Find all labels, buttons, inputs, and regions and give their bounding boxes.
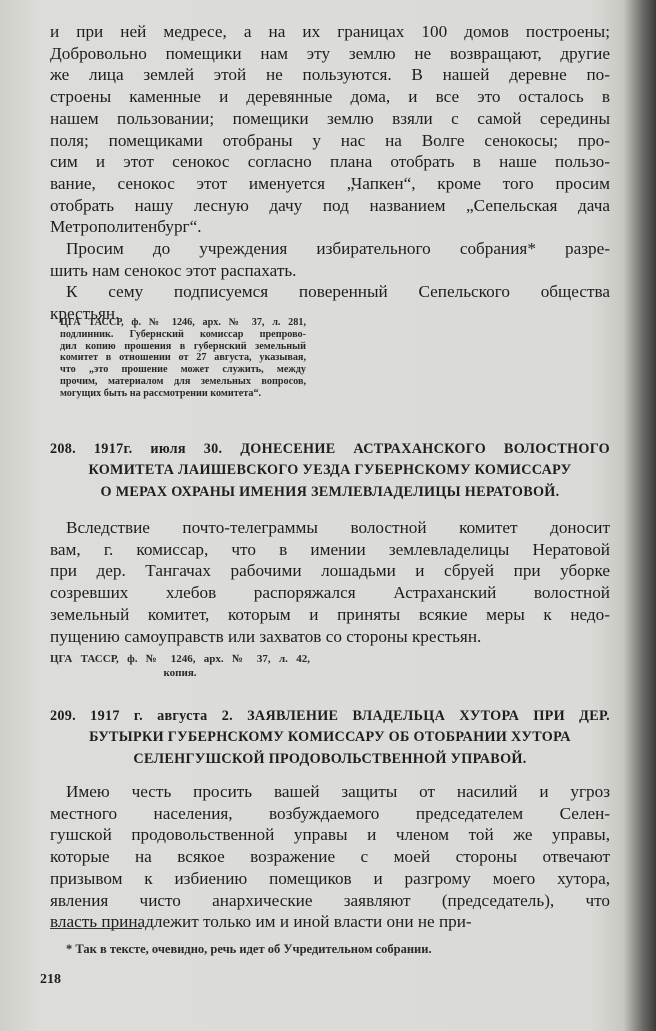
text-line: вание, сенокос этот именуется „Чапкен“, кроме того просим [50,173,610,193]
text-line: сим и этот сенокос согласно плана отобрать в наше пользо- [50,152,610,172]
text-line: Вследствие почто-телеграммы волостной комитет доносит [66,518,610,537]
text-line: которые на всякое возражение с моей стороны отвечают [50,847,610,867]
text-line: комитет в отношении от 27 августа, указывая, [60,352,306,364]
text-line: Метрополитенбург“. [50,217,202,237]
archive-note-1 [60,317,306,400]
text-line: что „это прошение может служить, между [60,364,306,376]
text-line: БУТЫРКИ ГУБЕРНСКОМУ КОМИССАРУ ОБ ОТОБРАНИИ ХУТОРА [89,729,571,746]
text-line: и при ней медресе, а на их границах 100 домов построены; [50,22,610,41]
text-line: призывом к избиению помещиков и разгрому моего хутора, [50,868,610,888]
text-line: СЕЛЕНГУШСКОЙ ПРОДОВОЛЬСТВЕННОЙ УПРАВОЙ. [133,750,527,767]
footnote: * Так в тексте, очевидно, речь идет об Учредительном собрании. [66,942,432,956]
text-line: К сему подписуемся поверенный Сепельского общества [66,282,610,301]
text-line: О МЕРАХ ОХРАНЫ ИМЕНИЯ ЗЕМЛЕВЛАДЕЛИЦЫ НЕРАТОВОЙ. [100,483,560,500]
text-line: строены каменные и деревянные дома, и все это осталось в [50,87,610,107]
text-line: поля; помещиками отобраны у нас на Волге сенокосы; про- [50,130,610,150]
text-line: ЦГА ТАССР, ф. № 1246, арх. № 37, л. 281, [60,317,306,328]
text-line: местного населения, возбуждаемого председателем Селен- [50,803,610,823]
para-2 [50,238,610,281]
text-line: крестьян. [50,303,120,323]
text-line: подлинник. Губернский комиссар препрово- [60,328,306,340]
text-line: земельный комитет, которым и приняты всякие меры к недо- [50,604,610,624]
text-line: при дер. Тангачах рабочими лошадьми и сбруей при уборке [50,561,610,581]
archive-note-2 [50,652,310,680]
text-line: власть принадлежит только им и иной власти они не при- [50,912,472,932]
text-line: Добровольно помещики нам эту землю не возвращают, другие [50,43,610,63]
text-line: созревших хлебов распоряжался Астраханский волостной [50,583,610,603]
text-line: 208. 1917г. июля 30. ДОНЕСЕНИЕ АСТРАХАНСКОГО ВОЛОСТНОГО [50,441,610,457]
text-line: Имею честь просить вашей защиты от насилий и угроз [66,782,610,801]
report-208 [50,517,610,647]
heading-209 [50,706,610,770]
page-number: 218 [40,972,61,987]
text-line: Просим до учреждения избирательного собрания* разре- [66,239,610,258]
text-line: явления чисто анархические заявляют (председатель), что [50,890,610,910]
text-line: могущих быть на рассмотрении комитета“. [60,387,262,399]
text-line: шить нам сенокос этот распахать. [50,260,297,280]
text-line: же лица землей этой не пользуются. В нашей деревне по- [50,65,610,85]
statement-209 [50,781,610,933]
text-line: КОМИТЕТА ЛАИШЕВСКОГО УЕЗДА ГУБЕРНСКОМУ КОМИССАРУ [88,462,572,479]
para-1-cont [50,21,610,238]
text-line: вам, г. комиссар, что в имении землевладелицы Нератовой [50,539,610,559]
text-line: 209. 1917 г. августа 2. ЗАЯВЛЕНИЕ ВЛАДЕЛЬЦА ХУТОРА ПРИ ДЕР. [50,708,610,724]
text-line: ЦГА ТАССР, ф. № 1246, арх. № 37, л. 42, [50,653,310,665]
text-line: копия. [163,667,197,679]
text-line: гушской продовольственной управы и членом той же управы, [50,825,610,845]
text-line: дил копию прошения в губернский земельный [60,340,306,352]
text-line: прочим, материалом для земельных вопросов, [60,375,306,387]
text-line: отобрать нашу лесную дачу под названием „Сепельская дача [50,195,610,215]
heading-208 [50,439,610,503]
footnote-divider [50,928,142,929]
text-line: нашем пользовании; помещики землю взяли с самой середины [50,108,610,128]
text-line: пущению самоуправств или захватов со стороны крестьян. [50,626,482,646]
